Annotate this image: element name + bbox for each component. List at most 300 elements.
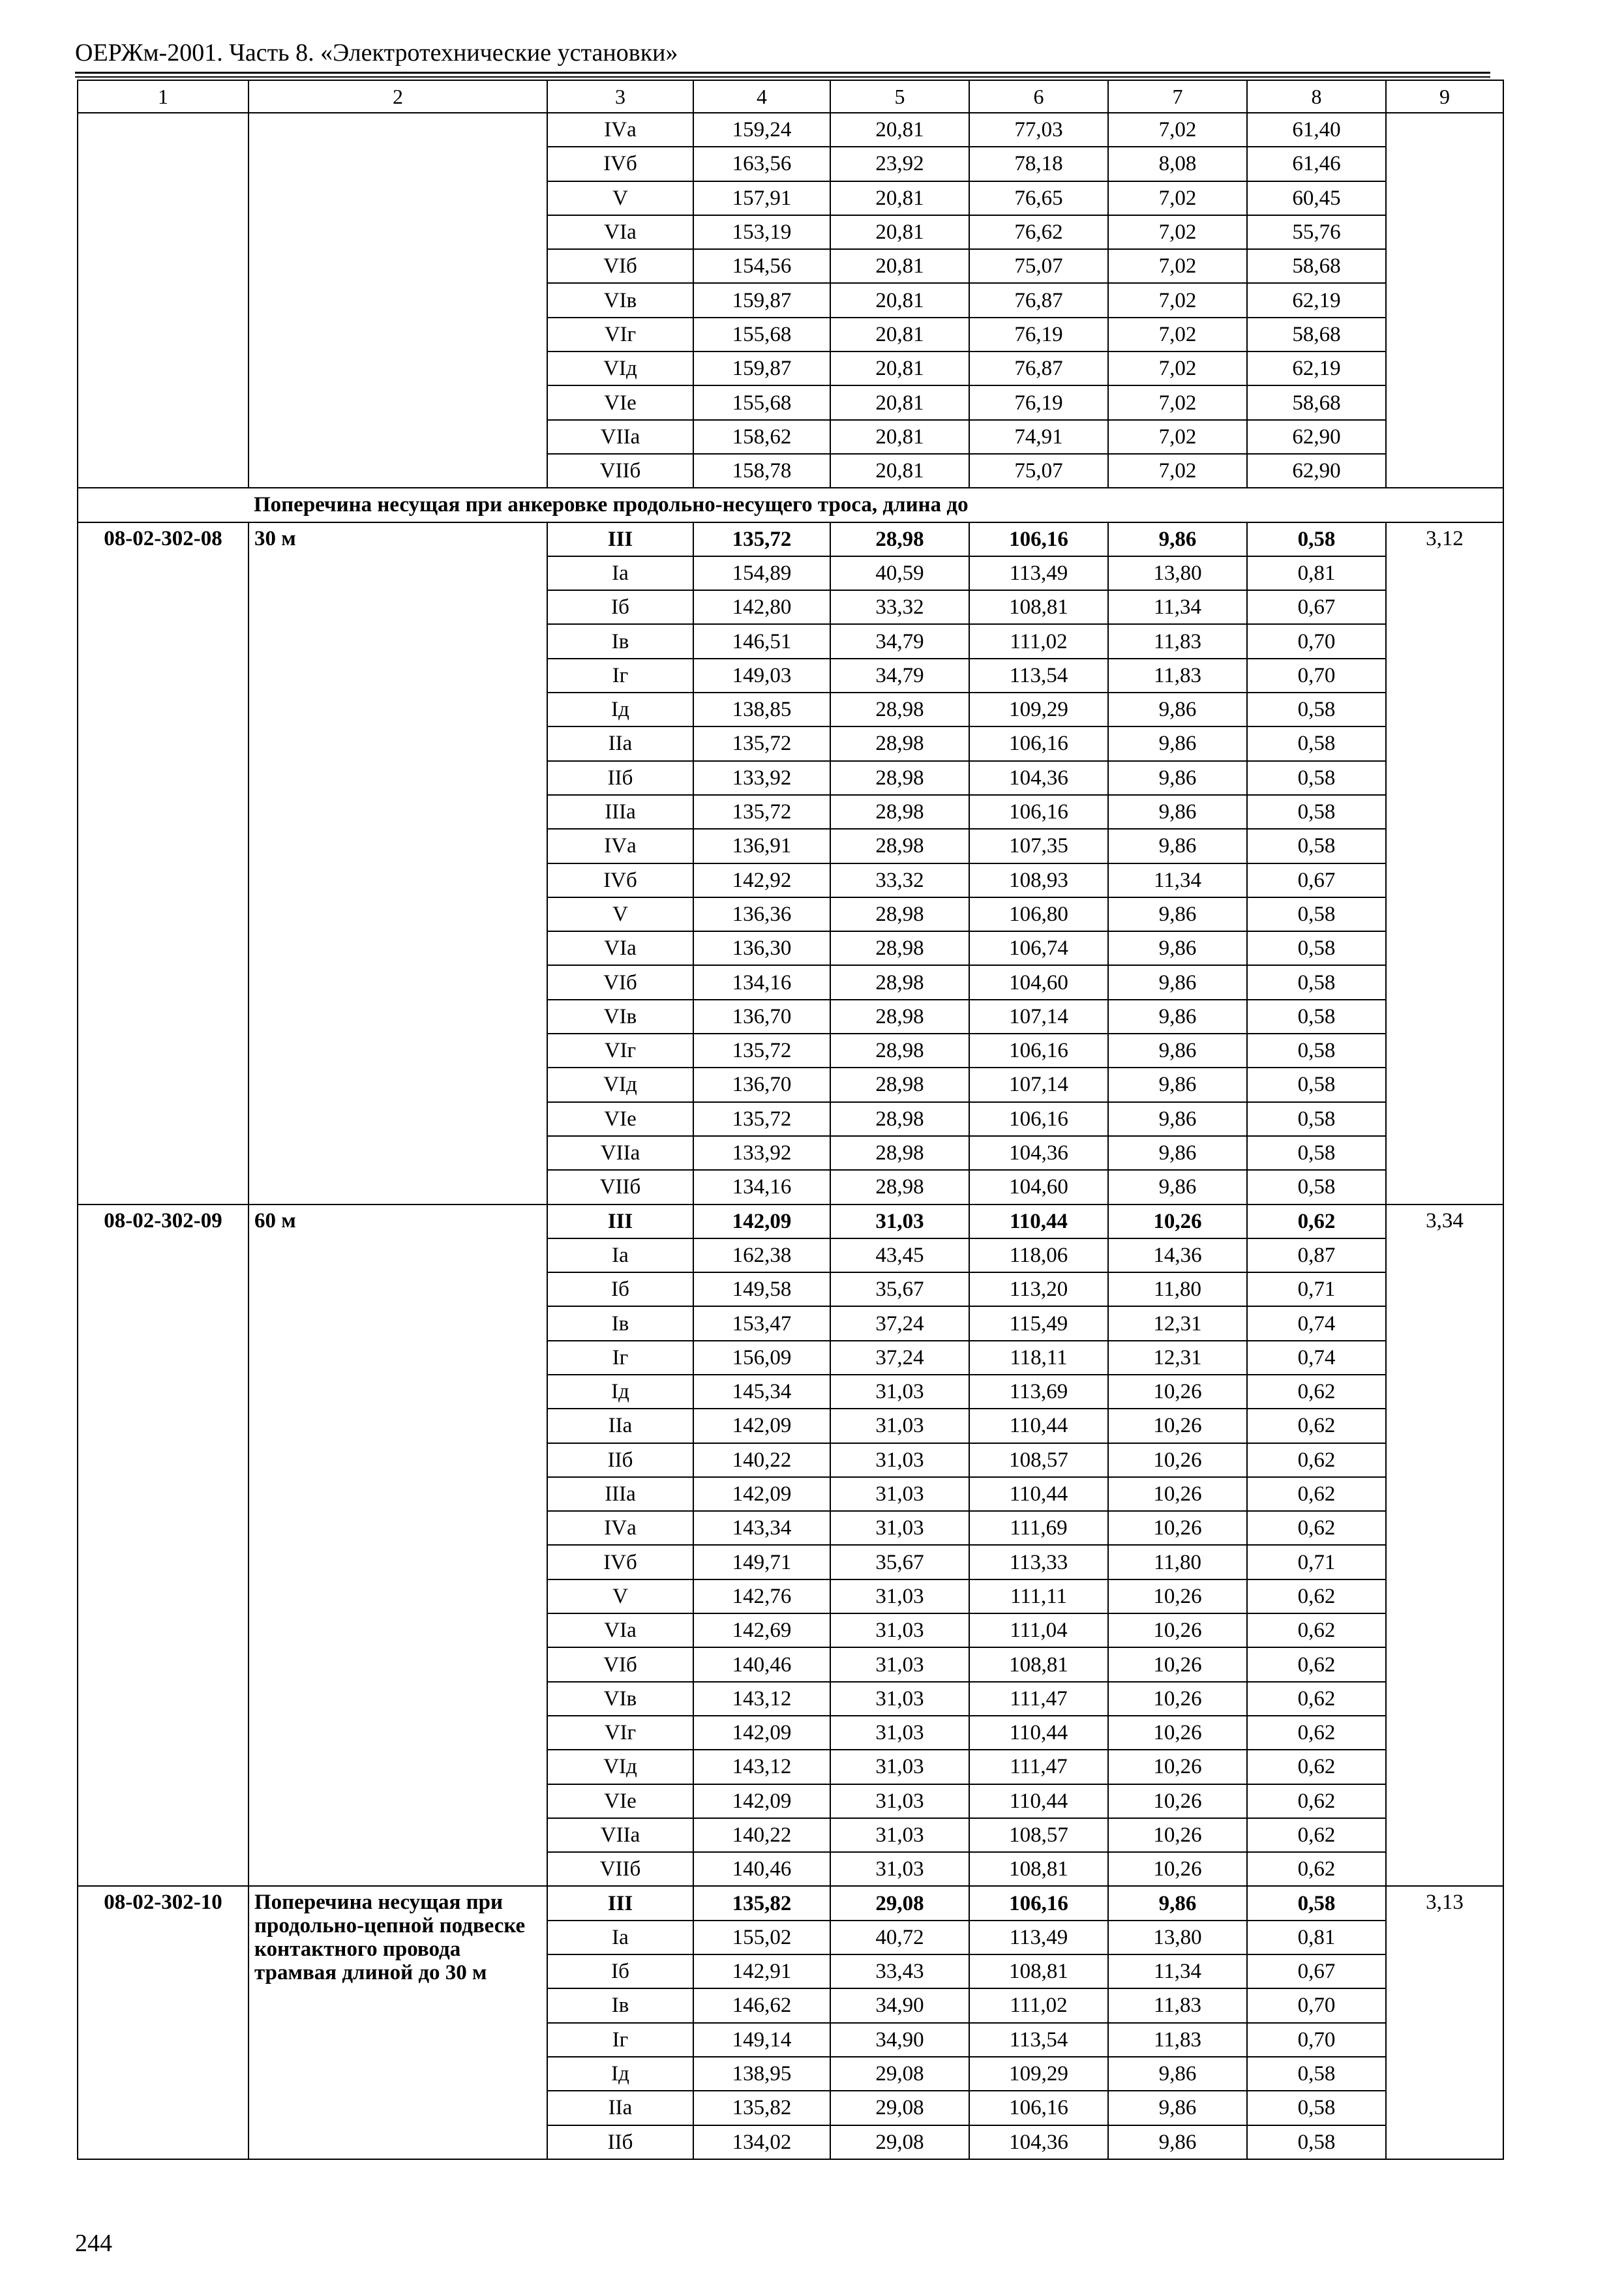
value-cell: 110,44 bbox=[969, 1716, 1108, 1750]
zone-cell: V bbox=[547, 897, 693, 931]
value-cell: 76,87 bbox=[969, 352, 1108, 385]
value-cell: 23,92 bbox=[830, 147, 969, 181]
zone-cell: VIIб bbox=[547, 1170, 693, 1204]
value-cell: 9,86 bbox=[1108, 1068, 1247, 1101]
value-cell: 154,56 bbox=[693, 249, 830, 283]
zone-cell: IIб bbox=[547, 1443, 693, 1477]
value-cell: 108,81 bbox=[969, 590, 1108, 624]
value-cell: 7,02 bbox=[1108, 420, 1247, 454]
value-cell: 61,40 bbox=[1247, 113, 1386, 147]
value-cell: 34,79 bbox=[830, 624, 969, 658]
zone-cell: Iв bbox=[547, 624, 693, 658]
value-cell: 58,68 bbox=[1247, 318, 1386, 352]
column-number-5: 5 bbox=[830, 80, 969, 113]
value-cell: 110,44 bbox=[969, 1784, 1108, 1818]
value-cell: 0,70 bbox=[1247, 1988, 1386, 2022]
value-cell: 108,81 bbox=[969, 1954, 1108, 1988]
value-cell: 11,83 bbox=[1108, 2023, 1247, 2057]
zone-cell: IVа bbox=[547, 829, 693, 863]
value-cell: 0,58 bbox=[1247, 931, 1386, 965]
zone-cell: IVб bbox=[547, 863, 693, 897]
value-cell: 28,98 bbox=[830, 1136, 969, 1170]
value-cell: 20,81 bbox=[830, 181, 969, 215]
value-cell: 0,74 bbox=[1247, 1341, 1386, 1375]
value-cell: 10,26 bbox=[1108, 1818, 1247, 1852]
zone-cell: IIIа bbox=[547, 1477, 693, 1511]
value-cell: 9,86 bbox=[1108, 522, 1247, 556]
value-cell: 135,72 bbox=[693, 1034, 830, 1068]
value-cell: 104,36 bbox=[969, 761, 1108, 795]
value-cell: 9,86 bbox=[1108, 829, 1247, 863]
value-cell: 35,67 bbox=[830, 1272, 969, 1306]
value-cell: 143,34 bbox=[693, 1511, 830, 1545]
value-cell: 0,58 bbox=[1247, 522, 1386, 556]
value-cell: 155,02 bbox=[693, 1921, 830, 1954]
value-cell: 106,16 bbox=[969, 1034, 1108, 1068]
value-cell: 0,58 bbox=[1247, 761, 1386, 795]
value-cell: 0,67 bbox=[1247, 590, 1386, 624]
zone-cell: III bbox=[547, 1204, 693, 1238]
value-cell: 11,83 bbox=[1108, 624, 1247, 658]
value-cell: 28,98 bbox=[830, 1034, 969, 1068]
value-cell: 20,81 bbox=[830, 113, 969, 147]
value-cell: 10,26 bbox=[1108, 1443, 1247, 1477]
value-cell: 10,26 bbox=[1108, 1613, 1247, 1647]
description-cell: 30 м bbox=[248, 522, 547, 1204]
zone-cell: IIа bbox=[547, 726, 693, 760]
value-cell: 111,47 bbox=[969, 1750, 1108, 1784]
value-cell: 106,16 bbox=[969, 522, 1108, 556]
value-cell: 110,44 bbox=[969, 1409, 1108, 1443]
value-cell: 9,86 bbox=[1108, 795, 1247, 829]
table-row bbox=[78, 113, 1503, 147]
value-cell: 29,08 bbox=[830, 2125, 969, 2159]
value-cell: 0,58 bbox=[1247, 1102, 1386, 1136]
value-cell: 106,16 bbox=[969, 726, 1108, 760]
value-cell: 10,26 bbox=[1108, 1716, 1247, 1750]
value-cell: 0,58 bbox=[1247, 1136, 1386, 1170]
value-cell: 12,31 bbox=[1108, 1306, 1247, 1340]
value-cell: 20,81 bbox=[830, 420, 969, 454]
value-cell: 109,29 bbox=[969, 2057, 1108, 2091]
value-cell: 9,86 bbox=[1108, 1886, 1247, 1920]
value-cell: 162,38 bbox=[693, 1238, 830, 1272]
value-cell: 58,68 bbox=[1247, 385, 1386, 419]
value-cell: 0,58 bbox=[1247, 965, 1386, 999]
value-cell: 0,62 bbox=[1247, 1613, 1386, 1647]
value-cell: 10,26 bbox=[1108, 1409, 1247, 1443]
value-cell: 9,86 bbox=[1108, 726, 1247, 760]
value-cell: 9,86 bbox=[1108, 1034, 1247, 1068]
value-cell: 10,26 bbox=[1108, 1647, 1247, 1681]
value-cell: 62,19 bbox=[1247, 352, 1386, 385]
value-cell: 108,81 bbox=[969, 1647, 1108, 1681]
value-cell: 0,62 bbox=[1247, 1647, 1386, 1681]
table-row bbox=[78, 1886, 1503, 1920]
zone-cell: IIб bbox=[547, 761, 693, 795]
value-cell: 0,71 bbox=[1247, 1545, 1386, 1579]
value-cell: 33,32 bbox=[830, 863, 969, 897]
value-cell: 107,14 bbox=[969, 1000, 1108, 1034]
zone-cell: VIе bbox=[547, 1784, 693, 1818]
code-cell: 08-02-302-08 bbox=[78, 522, 248, 1204]
value-cell: 0,62 bbox=[1247, 1477, 1386, 1511]
value-cell: 0,62 bbox=[1247, 1818, 1386, 1852]
value-cell: 149,14 bbox=[693, 2023, 830, 2057]
value-cell: 31,03 bbox=[830, 1409, 969, 1443]
coefficient-cell: 3,13 bbox=[1386, 1886, 1503, 2159]
value-cell: 20,81 bbox=[830, 352, 969, 385]
value-cell: 142,80 bbox=[693, 590, 830, 624]
value-cell: 31,03 bbox=[830, 1818, 969, 1852]
value-cell: 14,36 bbox=[1108, 1238, 1247, 1272]
value-cell: 7,02 bbox=[1108, 454, 1247, 488]
value-cell: 37,24 bbox=[830, 1306, 969, 1340]
value-cell: 0,58 bbox=[1247, 1886, 1386, 1920]
section-lead-cell bbox=[78, 488, 248, 522]
value-cell: 113,49 bbox=[969, 556, 1108, 590]
value-cell: 143,12 bbox=[693, 1682, 830, 1716]
section-title: Поперечина несущая при анкеровке продольно-несущего троса, длина до bbox=[248, 488, 1503, 522]
value-cell: 104,60 bbox=[969, 965, 1108, 999]
value-cell: 78,18 bbox=[969, 147, 1108, 181]
value-cell: 0,62 bbox=[1247, 1204, 1386, 1238]
value-cell: 142,09 bbox=[693, 1784, 830, 1818]
value-cell: 153,19 bbox=[693, 215, 830, 249]
value-cell: 28,98 bbox=[830, 1170, 969, 1204]
value-cell: 159,24 bbox=[693, 113, 830, 147]
value-cell: 140,22 bbox=[693, 1443, 830, 1477]
value-cell: 113,54 bbox=[969, 2023, 1108, 2057]
value-cell: 135,72 bbox=[693, 795, 830, 829]
value-cell: 29,08 bbox=[830, 1886, 969, 1920]
value-cell: 62,19 bbox=[1247, 283, 1386, 317]
value-cell: 76,19 bbox=[969, 385, 1108, 419]
value-cell: 76,65 bbox=[969, 181, 1108, 215]
value-cell: 28,98 bbox=[830, 965, 969, 999]
zone-cell: VIв bbox=[547, 283, 693, 317]
value-cell: 106,74 bbox=[969, 931, 1108, 965]
zone-cell: Iг bbox=[547, 1341, 693, 1375]
value-cell: 9,86 bbox=[1108, 965, 1247, 999]
value-cell: 159,87 bbox=[693, 283, 830, 317]
value-cell: 28,98 bbox=[830, 795, 969, 829]
value-cell: 142,09 bbox=[693, 1716, 830, 1750]
zone-cell: VIIа bbox=[547, 1136, 693, 1170]
value-cell: 0,62 bbox=[1247, 1409, 1386, 1443]
value-cell: 76,87 bbox=[969, 283, 1108, 317]
description-cell: Поперечина несущая при продольно-цепной подвеске контактного провода трамвая длиной до 30 м bbox=[248, 1886, 547, 2159]
value-cell: 155,68 bbox=[693, 318, 830, 352]
value-cell: 111,11 bbox=[969, 1579, 1108, 1613]
value-cell: 31,03 bbox=[830, 1682, 969, 1716]
value-cell: 76,62 bbox=[969, 215, 1108, 249]
price-table bbox=[77, 80, 1504, 2160]
value-cell: 135,72 bbox=[693, 726, 830, 760]
value-cell: 145,34 bbox=[693, 1375, 830, 1409]
value-cell: 7,02 bbox=[1108, 215, 1247, 249]
value-cell: 31,03 bbox=[830, 1852, 969, 1886]
value-cell: 154,89 bbox=[693, 556, 830, 590]
value-cell: 108,81 bbox=[969, 1852, 1108, 1886]
column-number-row bbox=[78, 80, 1503, 113]
value-cell: 31,03 bbox=[830, 1443, 969, 1477]
value-cell: 20,81 bbox=[830, 454, 969, 488]
header-rule-secondary bbox=[75, 76, 1490, 78]
value-cell: 0,62 bbox=[1247, 1750, 1386, 1784]
zone-cell: VIг bbox=[547, 1034, 693, 1068]
value-cell: 0,87 bbox=[1247, 1238, 1386, 1272]
value-cell: 136,70 bbox=[693, 1068, 830, 1101]
zone-cell: VIа bbox=[547, 931, 693, 965]
value-cell: 0,58 bbox=[1247, 2091, 1386, 2125]
value-cell: 0,62 bbox=[1247, 1682, 1386, 1716]
value-cell: 58,68 bbox=[1247, 249, 1386, 283]
value-cell: 142,09 bbox=[693, 1204, 830, 1238]
value-cell: 10,26 bbox=[1108, 1579, 1247, 1613]
value-cell: 118,06 bbox=[969, 1238, 1108, 1272]
value-cell: 142,69 bbox=[693, 1613, 830, 1647]
value-cell: 108,57 bbox=[969, 1818, 1108, 1852]
value-cell: 0,62 bbox=[1247, 1716, 1386, 1750]
value-cell: 0,58 bbox=[1247, 1068, 1386, 1101]
code-cell bbox=[78, 113, 248, 488]
value-cell: 10,26 bbox=[1108, 1477, 1247, 1511]
value-cell: 146,62 bbox=[693, 1988, 830, 2022]
value-cell: 0,58 bbox=[1247, 1170, 1386, 1204]
zone-cell: VIг bbox=[547, 318, 693, 352]
value-cell: 134,16 bbox=[693, 1170, 830, 1204]
value-cell: 142,91 bbox=[693, 1954, 830, 1988]
value-cell: 0,70 bbox=[1247, 659, 1386, 693]
value-cell: 31,03 bbox=[830, 1784, 969, 1818]
zone-cell: VIIб bbox=[547, 454, 693, 488]
value-cell: 104,36 bbox=[969, 2125, 1108, 2159]
value-cell: 28,98 bbox=[830, 693, 969, 726]
value-cell: 75,07 bbox=[969, 454, 1108, 488]
value-cell: 106,16 bbox=[969, 2091, 1108, 2125]
zone-cell: Iв bbox=[547, 1306, 693, 1340]
value-cell: 11,34 bbox=[1108, 863, 1247, 897]
value-cell: 136,70 bbox=[693, 1000, 830, 1034]
code-cell: 08-02-302-09 bbox=[78, 1204, 248, 1887]
value-cell: 110,44 bbox=[969, 1204, 1108, 1238]
zone-cell: VIд bbox=[547, 1750, 693, 1784]
value-cell: 61,46 bbox=[1247, 147, 1386, 181]
value-cell: 74,91 bbox=[969, 420, 1108, 454]
zone-cell: Iд bbox=[547, 2057, 693, 2091]
value-cell: 34,90 bbox=[830, 1988, 969, 2022]
value-cell: 0,71 bbox=[1247, 1272, 1386, 1306]
value-cell: 113,54 bbox=[969, 659, 1108, 693]
value-cell: 20,81 bbox=[830, 318, 969, 352]
value-cell: 11,34 bbox=[1108, 1954, 1247, 1988]
value-cell: 0,58 bbox=[1247, 897, 1386, 931]
value-cell: 0,70 bbox=[1247, 2023, 1386, 2057]
value-cell: 106,16 bbox=[969, 1102, 1108, 1136]
value-cell: 107,35 bbox=[969, 829, 1108, 863]
value-cell: 11,34 bbox=[1108, 590, 1247, 624]
value-cell: 110,44 bbox=[969, 1477, 1108, 1511]
value-cell: 33,32 bbox=[830, 590, 969, 624]
column-number-8: 8 bbox=[1247, 80, 1386, 113]
value-cell: 7,02 bbox=[1108, 352, 1247, 385]
value-cell: 111,02 bbox=[969, 624, 1108, 658]
value-cell: 134,16 bbox=[693, 965, 830, 999]
value-cell: 28,98 bbox=[830, 761, 969, 795]
value-cell: 0,81 bbox=[1247, 556, 1386, 590]
value-cell: 10,26 bbox=[1108, 1784, 1247, 1818]
zone-cell: IIб bbox=[547, 2125, 693, 2159]
zone-cell: IVб bbox=[547, 1545, 693, 1579]
value-cell: 113,33 bbox=[969, 1545, 1108, 1579]
coefficient-cell bbox=[1386, 113, 1503, 488]
value-cell: 20,81 bbox=[830, 215, 969, 249]
value-cell: 106,16 bbox=[969, 795, 1108, 829]
value-cell: 9,86 bbox=[1108, 931, 1247, 965]
value-cell: 75,07 bbox=[969, 249, 1108, 283]
value-cell: 140,46 bbox=[693, 1647, 830, 1681]
value-cell: 104,60 bbox=[969, 1170, 1108, 1204]
value-cell: 7,02 bbox=[1108, 249, 1247, 283]
value-cell: 0,62 bbox=[1247, 1375, 1386, 1409]
value-cell: 143,12 bbox=[693, 1750, 830, 1784]
value-cell: 106,80 bbox=[969, 897, 1108, 931]
value-cell: 31,03 bbox=[830, 1375, 969, 1409]
value-cell: 34,79 bbox=[830, 659, 969, 693]
zone-cell: VIIб bbox=[547, 1852, 693, 1886]
column-number-7: 7 bbox=[1108, 80, 1247, 113]
value-cell: 135,72 bbox=[693, 1102, 830, 1136]
zone-cell: VIд bbox=[547, 352, 693, 385]
zone-cell: VIе bbox=[547, 385, 693, 419]
value-cell: 33,43 bbox=[830, 1954, 969, 1988]
value-cell: 135,82 bbox=[693, 1886, 830, 1920]
value-cell: 142,92 bbox=[693, 863, 830, 897]
value-cell: 136,30 bbox=[693, 931, 830, 965]
value-cell: 28,98 bbox=[830, 897, 969, 931]
zone-cell: III bbox=[547, 522, 693, 556]
value-cell: 34,90 bbox=[830, 2023, 969, 2057]
value-cell: 9,86 bbox=[1108, 1102, 1247, 1136]
column-number-3: 3 bbox=[547, 80, 693, 113]
zone-cell: Iб bbox=[547, 590, 693, 624]
value-cell: 11,80 bbox=[1108, 1272, 1247, 1306]
value-cell: 76,19 bbox=[969, 318, 1108, 352]
zone-cell: VIд bbox=[547, 1068, 693, 1101]
value-cell: 55,76 bbox=[1247, 215, 1386, 249]
value-cell: 113,69 bbox=[969, 1375, 1108, 1409]
value-cell: 43,45 bbox=[830, 1238, 969, 1272]
value-cell: 28,98 bbox=[830, 522, 969, 556]
value-cell: 104,36 bbox=[969, 1136, 1108, 1170]
value-cell: 35,67 bbox=[830, 1545, 969, 1579]
value-cell: 149,03 bbox=[693, 659, 830, 693]
table-row bbox=[78, 522, 1503, 556]
section-title-row bbox=[78, 488, 1503, 522]
value-cell: 11,83 bbox=[1108, 659, 1247, 693]
zone-cell: Iб bbox=[547, 1272, 693, 1306]
value-cell: 31,03 bbox=[830, 1750, 969, 1784]
value-cell: 31,03 bbox=[830, 1477, 969, 1511]
zone-cell: Iд bbox=[547, 693, 693, 726]
value-cell: 7,02 bbox=[1108, 283, 1247, 317]
value-cell: 10,26 bbox=[1108, 1852, 1247, 1886]
value-cell: 158,62 bbox=[693, 420, 830, 454]
value-cell: 135,82 bbox=[693, 2091, 830, 2125]
value-cell: 108,93 bbox=[969, 863, 1108, 897]
value-cell: 8,08 bbox=[1108, 147, 1247, 181]
value-cell: 158,78 bbox=[693, 454, 830, 488]
value-cell: 60,45 bbox=[1247, 181, 1386, 215]
value-cell: 0,58 bbox=[1247, 1034, 1386, 1068]
value-cell: 10,26 bbox=[1108, 1204, 1247, 1238]
value-cell: 7,02 bbox=[1108, 113, 1247, 147]
value-cell: 111,69 bbox=[969, 1511, 1108, 1545]
value-cell: 0,62 bbox=[1247, 1511, 1386, 1545]
code-cell: 08-02-302-10 bbox=[78, 1886, 248, 2159]
value-cell: 0,58 bbox=[1247, 829, 1386, 863]
value-cell: 149,58 bbox=[693, 1272, 830, 1306]
value-cell: 138,85 bbox=[693, 693, 830, 726]
value-cell: 7,02 bbox=[1108, 318, 1247, 352]
page-number: 244 bbox=[75, 2230, 112, 2257]
zone-cell: V bbox=[547, 1579, 693, 1613]
value-cell: 118,11 bbox=[969, 1341, 1108, 1375]
zone-cell: IVа bbox=[547, 113, 693, 147]
value-cell: 20,81 bbox=[830, 283, 969, 317]
value-cell: 153,47 bbox=[693, 1306, 830, 1340]
value-cell: 10,26 bbox=[1108, 1375, 1247, 1409]
value-cell: 140,46 bbox=[693, 1852, 830, 1886]
zone-cell: IIа bbox=[547, 1409, 693, 1443]
document-header: ОЕРЖм-2001. Часть 8. «Электротехнические установки» bbox=[75, 39, 678, 67]
value-cell: 7,02 bbox=[1108, 181, 1247, 215]
value-cell: 9,86 bbox=[1108, 761, 1247, 795]
value-cell: 28,98 bbox=[830, 829, 969, 863]
zone-cell: VIб bbox=[547, 249, 693, 283]
value-cell: 9,86 bbox=[1108, 1000, 1247, 1034]
value-cell: 31,03 bbox=[830, 1716, 969, 1750]
zone-cell: VIа bbox=[547, 1613, 693, 1647]
value-cell: 149,71 bbox=[693, 1545, 830, 1579]
coefficient-cell: 3,12 bbox=[1386, 522, 1503, 1204]
value-cell: 20,81 bbox=[830, 385, 969, 419]
zone-cell: V bbox=[547, 181, 693, 215]
value-cell: 142,76 bbox=[693, 1579, 830, 1613]
value-cell: 134,02 bbox=[693, 2125, 830, 2159]
zone-cell: III bbox=[547, 1886, 693, 1920]
value-cell: 0,58 bbox=[1247, 2057, 1386, 2091]
value-cell: 20,81 bbox=[830, 249, 969, 283]
value-cell: 9,86 bbox=[1108, 2057, 1247, 2091]
column-number-2: 2 bbox=[248, 80, 547, 113]
value-cell: 142,09 bbox=[693, 1409, 830, 1443]
value-cell: 107,14 bbox=[969, 1068, 1108, 1101]
value-cell: 62,90 bbox=[1247, 454, 1386, 488]
zone-cell: Iа bbox=[547, 556, 693, 590]
value-cell: 108,57 bbox=[969, 1443, 1108, 1477]
zone-cell: VIг bbox=[547, 1716, 693, 1750]
value-cell: 31,03 bbox=[830, 1647, 969, 1681]
value-cell: 0,62 bbox=[1247, 1784, 1386, 1818]
zone-cell: VIв bbox=[547, 1682, 693, 1716]
zone-cell: VIб bbox=[547, 965, 693, 999]
value-cell: 0,62 bbox=[1247, 1443, 1386, 1477]
description-cell bbox=[248, 113, 547, 488]
value-cell: 163,56 bbox=[693, 147, 830, 181]
value-cell: 31,03 bbox=[830, 1613, 969, 1647]
